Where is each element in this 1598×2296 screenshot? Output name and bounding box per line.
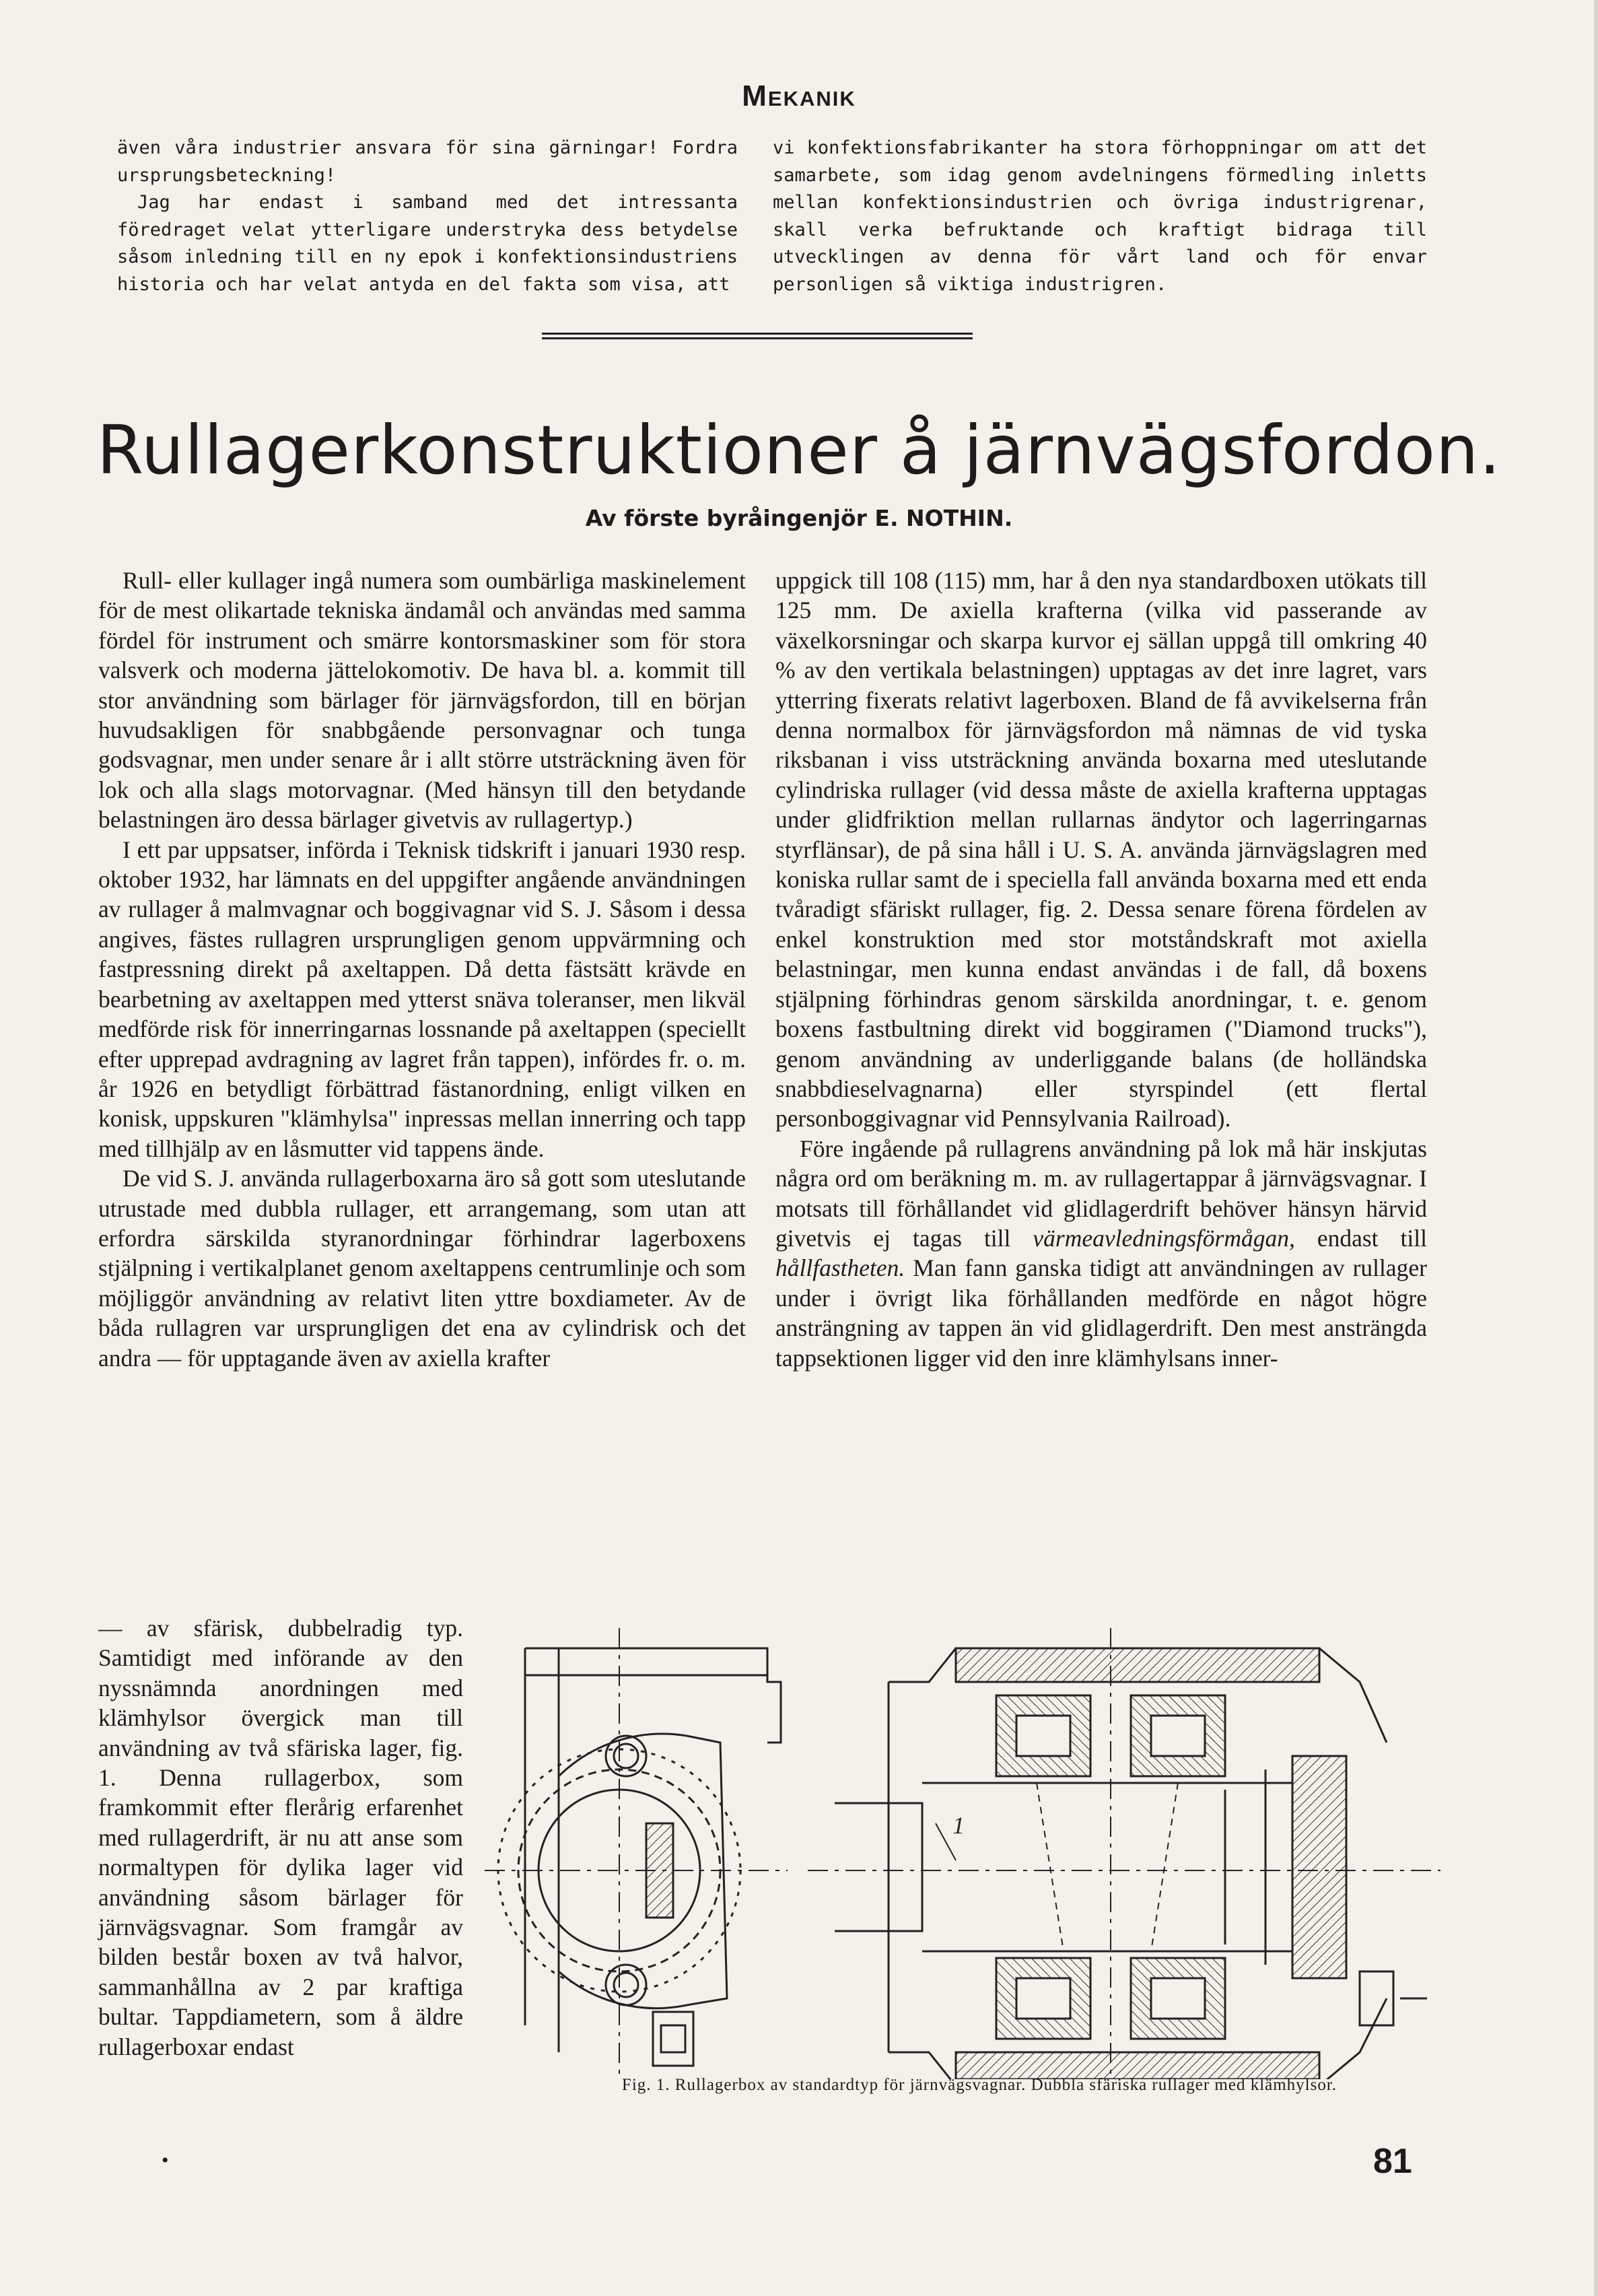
top-left-column xyxy=(117,135,738,298)
divider xyxy=(542,333,973,335)
page-number: 81 xyxy=(1373,2142,1412,2181)
section-view xyxy=(808,1628,1440,2079)
left-column xyxy=(98,566,746,1373)
emphasis: hållfastheten. xyxy=(775,1254,905,1282)
paragraph: Före ingående på rullagrens användning på lok må här inskjutas några ord om beräkning m. m. av rullagertappar å järnvägsvagnar. I motsats till förhållandet vid glidlagerdrift behöver hänsyn härvid givetvis ej tagas till värmeavledningsförmågan, endast till hållfastheten. Man fann ganska tidigt att användningen av rullager under i övrigt lika förhållanden medförde en något högre ansträngning av tappen än vid glidlagerdrift. Den mest ansträngda tappsektionen ligger vid den inre klämhylsans inner- xyxy=(775,1135,1427,1372)
paragraph: uppgick till 108 (115) mm, har å den nya standardboxen utökats till 125 mm. De axiella krafterna (vilka vid passerande av växelkorsningar och skarpa kurvor ej sällan uppgå till omkring 40 % av den vertikala belastningen) upptagas av det inre lagret, vars ytterring fixerats relativt lagerboxen. Bland de få avvikelserna från denna normalbox för järnvägsfordon må nämnas de vid tyska riksbanan i viss utsträckning använda boxarna med uteslutande cylindriska rullager (vid dessa måste de axiella krafterna upptagas under glidfriktion mellan rullarnas ändytor och lagerringarnas styrflänsar), de på sina håll i U. S. A. använda järnvägslagren med koniska rullar samt de i speciella fall använda boxarna med ett enda tvåradigt sfäriskt rullager, fig. 2. Dessa senare förena fördelen av enkel konstruktion med stor motståndskraft mot axiella belastningar, men kunna endast användas i de fall, då boxens stjälpning förhindras genom särskilda anordningar, t. e. genom boxens fastbultning direkt vid boggiramen ("Diamond trucks"), genom användning av underliggande balans (de holländska snabbdieselvagnarna) eller styrspindel (ett flertal personboggivagnar vid Pennsylvania Railroad). xyxy=(775,567,1427,1133)
paragraph: De vid S. J. använda rullagerboxarna äro så gott som uteslutande utrustade med dubbla rullager, ett arrangemang, som utan att erfordra särskilda styranordningar förhindrar lagerboxens stjälpning i vertikalplanet genom axeltappens centrumlinje och som möjliggör användning av relativt liten yttre boxdiameter. Av de båda rullagren var ursprungligen det ena av cylindrisk och det andra — för upptagande även av axiella krafter xyxy=(98,1165,746,1372)
article-byline: Av förste byråingenjör E. NOTHIN. xyxy=(585,505,1013,531)
top-right-column xyxy=(773,135,1427,298)
section-header: Mekanik xyxy=(742,79,856,112)
figure-label: 1 xyxy=(952,1812,965,1839)
paragraph: Rull- eller kullager ingå numera som oumbärliga maskinelement för de mest olikartade tekniska ändamål och användas med samma fördel för instrument och smärre kontorsmaskiner som för stora valsverk och moderna jättelokomotiv. De hava bl. a. kommit till stor användning som bärlager för järnvägsfordon, till en början huvudsakligen för snabbgående personvagnar och tunga godsvagnar, men under senare år i allt större utsträckning även för lok och alla slags motorvagnar. (Med hänsyn till den betydande belastningen äro dessa bärlager givetvis av rullagertyp.) xyxy=(98,567,746,834)
paragraph: vi konfektionsfabrikanter ha stora förhoppningar om att det samarbete, som idag genom avdelningens förmedling inletts mellan konfektionsindustrien och övriga industrigrenar, skall verka befruktande och kraftigt bidraga till utvecklingen av denna för vårt land och för envar personligen så viktiga industrigren. xyxy=(773,137,1427,295)
figure-caption: Fig. 1. Rullagerbox av standardtyp för järnvägsvagnar. Dubbla sfäriska rullager med klämhylsor. xyxy=(621,2076,1338,2094)
divider xyxy=(542,337,973,339)
bearing-drawing xyxy=(485,1621,1440,2079)
paragraph: även våra industrier ansvara för sina gärningar! Fordra ursprungsbeteckning! xyxy=(117,137,738,186)
margin-mark: • xyxy=(162,2149,169,2171)
paragraph: Jag har endast i samband med det intressanta föredraget velat ytterligare understryka dess betydelse såsom inledning till en ny epok i konfektionsindustriens historia och har velat antyda en del fakta som visa, att xyxy=(117,192,738,295)
emphasis: värmeavledningsförmågan, xyxy=(1033,1224,1295,1252)
paragraph: — av sfärisk, dubbelradig typ. Samtidigt med införande av den nyssnämnda anordningen med klämhylsor övergick man till användning av två sfäriska lager, fig. 1. Denna rullagerbox, som framkommit efter flerårig erfarenhet med rullagerdrift, är nu att anse som normaltypen för dylika lager vid användning såsom bärlager för järnvägsvagnar. Som framgår av bilden består boxen av två halvor, sammanhållna av 2 par kraftiga bultar. Tappdiametern, som å äldre rullagerboxar endast xyxy=(98,1615,463,2060)
right-column xyxy=(775,566,1427,1373)
left-column-narrow xyxy=(98,1613,463,2062)
front-view xyxy=(485,1628,788,2079)
article-title: Rullagerkonstruktioner å järnvägsfordon. xyxy=(96,411,1502,489)
paragraph: I ett par uppsatser, införda i Teknisk tidskrift i januari 1930 resp. oktober 1932, har lämnats en del uppgifter angående användningen av rullager å malmvagnar och boggivagnar vid S. J. Såsom i dessa angives, fästes rullagren ursprungligen genom uppvärmning och fastpressning direkt på axeltappen. Då detta fästsätt krävde en bearbetning av axeltappen med ytterst snäva toleranser, men likväl medförde risk för innerringarnas lossnande på axeltappen (speciellt efter upprepad avdragning av lagret från tappen), infördes fr. o. m. år 1926 en betydligt förbättrad fästanordning, enligt vilken en konisk, uppskuren "klämhylsa" inpressas mellan innerring och tapp med tillhjälp av en låsmutter vid tappens ände. xyxy=(98,836,746,1162)
